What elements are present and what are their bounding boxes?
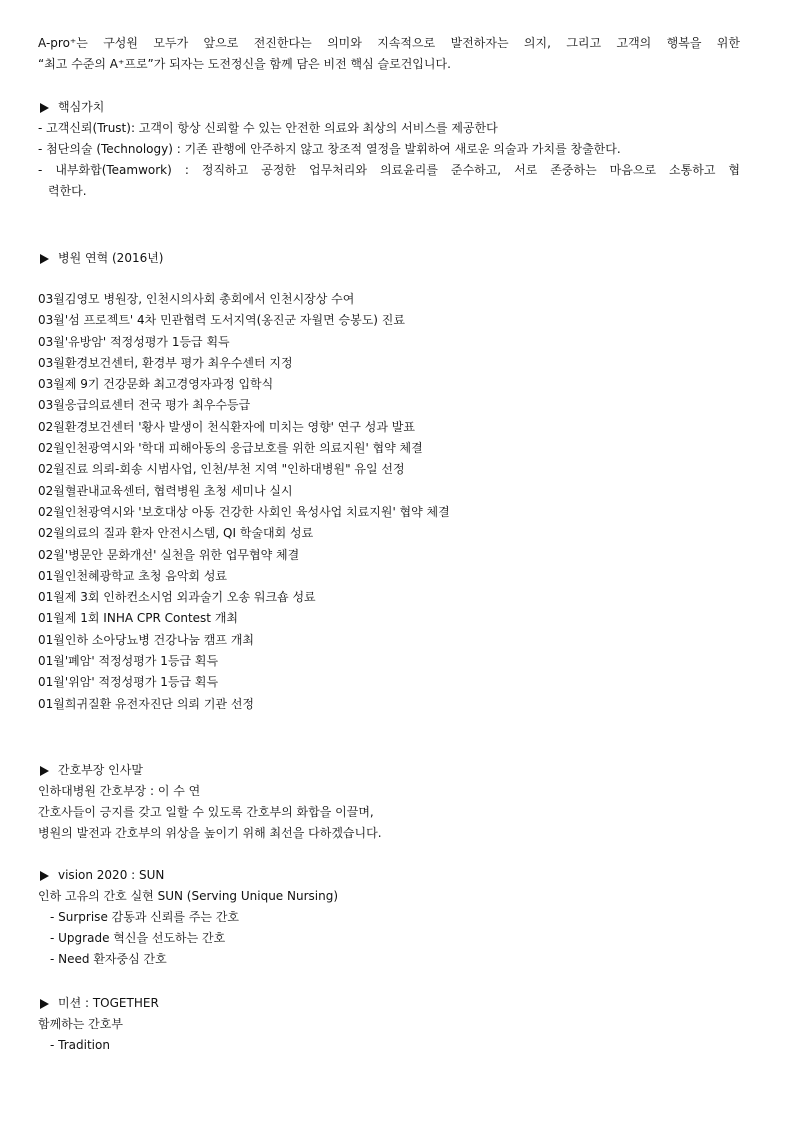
section-heading-text: 병원 연혁 (2016년): [58, 251, 164, 265]
history-item: 03월환경보건센터, 환경부 평가 최우수센터 지정: [38, 355, 293, 370]
triangle-bullet-icon: [40, 103, 49, 113]
triangle-bullet-icon: [40, 871, 49, 881]
section-heading-text: 간호부장 인사말: [58, 763, 143, 777]
vision-item: - Surprise 감동과 신뢰를 주는 간호: [50, 910, 239, 924]
greeting-line: 간호사들이 긍지를 갖고 일할 수 있도록 간호부의 화합을 이끌며,: [38, 805, 374, 819]
triangle-bullet-icon: [40, 254, 49, 264]
vision-section: [38, 865, 740, 970]
history-item: 02월의료의 질과 환자 안전시스템, QI 학술대회 성료: [38, 526, 314, 541]
intro-line: A-pro⁺는 구성원 모두가 앞으로 전진한다는 의미와 지속적으로 발전하자는 의지, 그리고 고객의 행복을 위한: [38, 36, 740, 50]
history-item: 01월제 1회 INHA CPR Contest 개최: [38, 611, 239, 626]
history-item: 03월응급의료센터 전국 평가 최우수등급: [38, 398, 251, 413]
history-item: 01월희귀질환 유전자진단 의뢰 기관 선정: [38, 696, 255, 711]
history-heading: [38, 248, 740, 269]
triangle-bullet-icon: [40, 766, 49, 776]
vision-item: - Upgrade 혁신을 선도하는 간호: [50, 931, 226, 945]
core-value-item: - 내부화합(Teamwork) : 정직하고 공정한 업무처리와 의료윤리를 준수하고, 서로 존중하는 마음으로 소통하고 협: [38, 163, 740, 177]
greeting-line: 병원의 발전과 간호부의 위상을 높이기 위해 최선을 다하겠습니다.: [38, 826, 382, 840]
history-section: [38, 248, 740, 269]
history-item: 02월'병문안 문화개선' 실천을 위한 업무협약 체결: [38, 547, 300, 562]
history-item: 02월환경보건센터 '황사 발생이 천식환자에 미치는 영향' 연구 성과 발표: [38, 419, 415, 434]
vision-heading: [38, 865, 740, 886]
history-item: 03월제 9기 건강문화 최고경영자과정 입학식: [38, 377, 274, 392]
mission-heading: [38, 993, 740, 1014]
core-value-item: - 첨단의술 (Technology) : 기존 관행에 안주하지 않고 창조적 열정을 발휘하여 새로운 의술과 가치를 창출한다.: [38, 142, 621, 156]
history-item: 02월진료 의뢰-회송 시범사업, 인천/부천 지역 "인하대병원" 유일 선정: [38, 462, 405, 477]
mission-subtitle: 함께하는 간호부: [38, 1017, 123, 1031]
history-item: 01월인천혜광학교 초청 음악회 성료: [38, 568, 228, 583]
vision-item: - Need 환자중심 간호: [50, 952, 167, 966]
history-item: 03월'유방암' 적정성평가 1등급 획득: [38, 334, 230, 349]
history-item: 01월'위암' 적정성평가 1등급 획득: [38, 675, 219, 690]
mission-item: - Tradition: [50, 1038, 110, 1052]
greeting-heading: [38, 760, 740, 781]
history-item: 02월인천광역시와 '보호대상 아동 건강한 사회인 육성사업 치료지원' 협약 체결: [38, 504, 450, 519]
history-item: 01월'폐암' 적정성평가 1등급 획득: [38, 654, 219, 669]
history-list: [38, 289, 740, 715]
triangle-bullet-icon: [40, 999, 49, 1009]
greeting-section: [38, 760, 740, 844]
section-heading-text: 핵심가치: [58, 100, 105, 114]
core-values-heading: [38, 97, 740, 118]
vision-subtitle: 인하 고유의 간호 실현 SUN (Serving Unique Nursing): [38, 889, 339, 903]
mission-section: [38, 993, 740, 1056]
core-values-section: [38, 97, 740, 202]
section-heading-text: vision 2020 : SUN: [58, 868, 165, 882]
intro-paragraph: [38, 33, 740, 75]
core-value-item: 력한다.: [48, 184, 87, 198]
section-heading-text: 미션 : TOGETHER: [58, 996, 159, 1010]
greeting-line: 인하대병원 간호부장 : 이 수 연: [38, 784, 201, 798]
core-value-item: - 고객신뢰(Trust): 고객이 항상 신뢰할 수 있는 안전한 의료와 최상의 서비스를 제공한다: [38, 121, 498, 135]
history-item: 01월인하 소아당뇨병 건강나눔 캠프 개최: [38, 632, 255, 647]
history-item: 03월김영모 병원장, 인천시의사회 총회에서 인천시장상 수여: [38, 292, 355, 306]
history-item: 03월'섬 프로젝트' 4차 민관협력 도서지역(옹진군 자월면 승봉도) 진료: [38, 313, 405, 328]
history-item: 01월제 3회 인하컨소시엄 외과술기 오송 워크숍 성료: [38, 590, 316, 605]
history-item: 02월인천광역시와 '학대 피해아동의 응급보호를 위한 의료지원' 협약 체결: [38, 441, 423, 456]
intro-line: “최고 수준의 A⁺프로”가 되자는 도전정신을 함께 담은 비전 핵심 슬로건입니다.: [38, 57, 451, 71]
history-item: 02월혈관내교육센터, 협력병원 초청 세미나 실시: [38, 483, 293, 498]
